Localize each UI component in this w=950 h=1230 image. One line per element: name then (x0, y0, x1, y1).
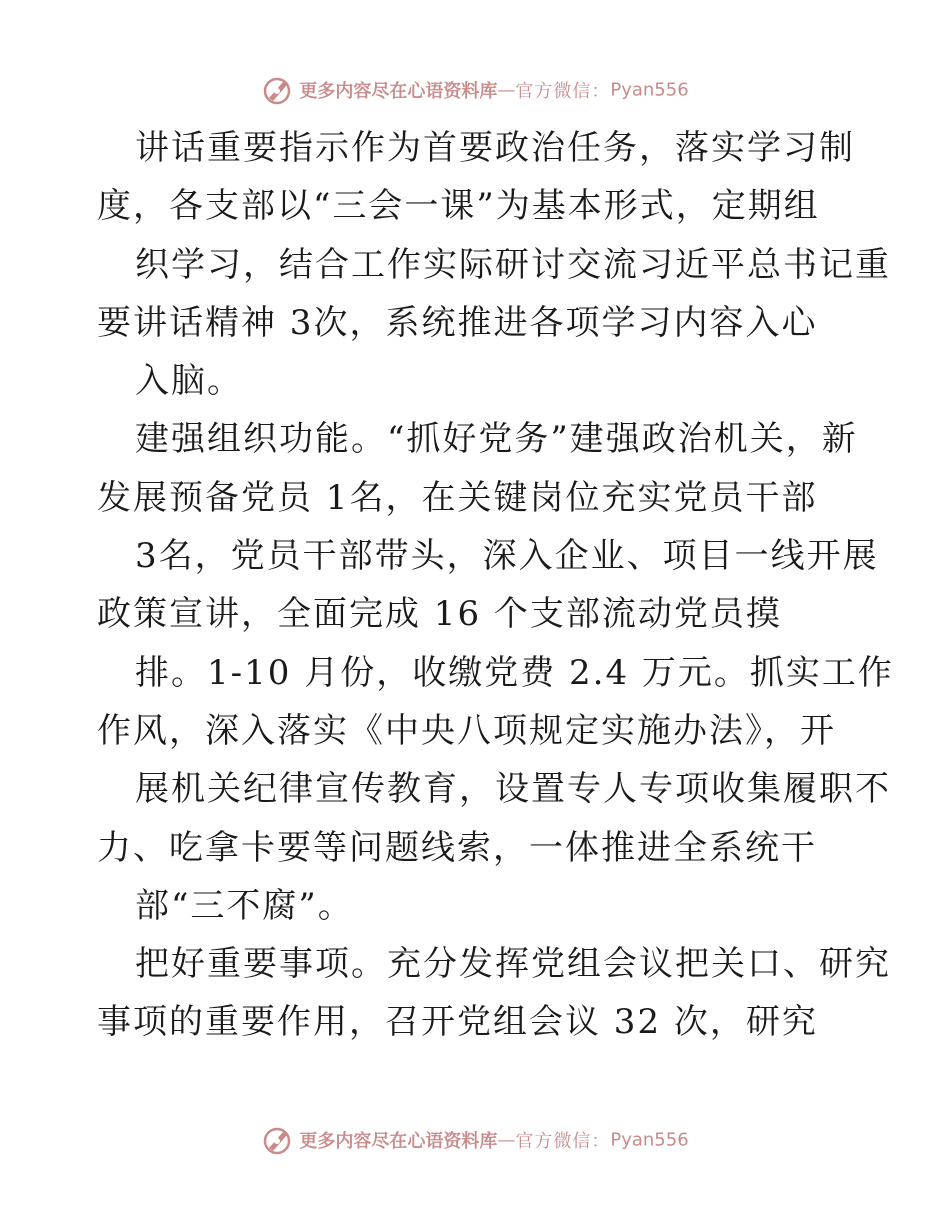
text-line: 作风，深入落实《中央八项规定实施办法》，开 (97, 710, 836, 751)
watermark-label: 官方微信： (515, 81, 611, 102)
text-line: 度，各支部以“三会一课”为基本形式，定期组 (97, 186, 820, 227)
text-line: 讲话重要指示作为首要政治任务，落实学习制 (135, 128, 855, 168)
watermark-id: Pyan556 (610, 79, 689, 101)
text-line: 力、吃拿卡要等问题线索，一体推进全系统干 (97, 827, 817, 868)
pen-seal-icon (261, 74, 293, 106)
text-line: 建强组织功能。“抓好党务”建强政治机关，新 (135, 419, 858, 460)
text-line: 3名，党员干部带头，深入企业、项目一线开展 (135, 536, 879, 577)
watermark-main-text: 更多内容尽在心语资料库 (299, 81, 498, 102)
watermark-label: 官方微信： (515, 1131, 611, 1152)
document-body (97, 125, 894, 1058)
watermark-dash: — (497, 1129, 516, 1151)
text-line: 事项的重要作用，召开党组会议 32 次，研究 (97, 1002, 818, 1043)
watermark-header (0, 74, 950, 104)
text-line: 展机关纪律宣传教育，设置专人专项收集履职不 (135, 769, 891, 810)
pen-seal-icon (261, 1124, 293, 1156)
text-line: 要讲话精神 3次，系统推进各项学习内容入心 (97, 302, 818, 343)
text-line: 发展预备党员 1名，在关键岗位充实党员干部 (97, 477, 818, 518)
watermark-footer (0, 1124, 950, 1154)
watermark-id: Pyan556 (610, 1129, 689, 1151)
text-line: 部“三不腐”。 (135, 885, 354, 926)
text-line: 政策宣讲，全面完成 16 个支部流动党员摸 (97, 594, 782, 635)
text-line: 入脑。 (135, 361, 243, 402)
watermark-dash: — (497, 79, 516, 101)
text-line: 织学习，结合工作实际研讨交流习近平总书记重 (135, 244, 891, 285)
text-line: 排。1-10 月份，收缴党费 2.4 万元。抓实工作 (135, 652, 894, 693)
text-line: 把好重要事项。充分发挥党组会议把关口、研究 (135, 944, 891, 985)
watermark-main-text: 更多内容尽在心语资料库 (299, 1131, 498, 1152)
